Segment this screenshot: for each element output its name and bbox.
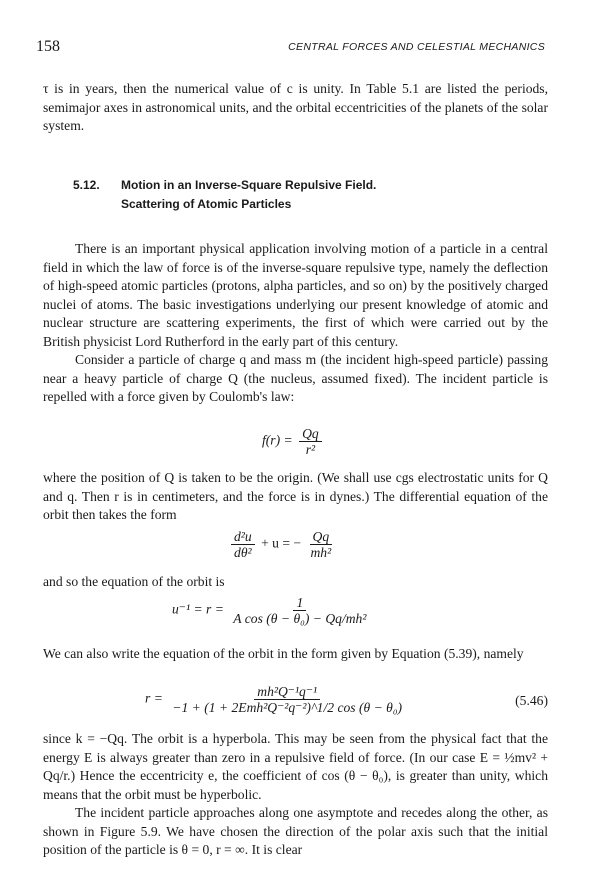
equation-3-fraction — [230, 595, 369, 626]
equation-4-denominator: −1 + (1 + 2Emh²Q⁻²q⁻²)^1/2 cos (θ − θ₀) — [172, 700, 403, 715]
paragraph-1: There is an important physical application involving motion of a particle in a central field in which the law of force is of the inverse-square repulsive type, namely the deflection of high-speed atomic particles (protons, alpha particles, and so on) by the positively charged nuclei of atoms. The basic investigations underlying our present knowledge of atomic and nuclear structure are scattering experiments, the first of which were carried out by the British physicist Lord Rutherford in the early part of this century. — [43, 241, 548, 349]
text-block-body — [43, 240, 548, 407]
paragraph-top: τ is in years, then the numerical value of c is unity. In Table 5.1 are listed the periods, semimajor axes in astronomical units, and the orbital eccentricities of the planets of the solar system. — [43, 81, 548, 133]
equation-2-left-fraction — [231, 529, 255, 560]
equation-hyperbola — [145, 684, 408, 715]
text-block-orbit-intro — [43, 573, 548, 592]
equation-orbit — [172, 595, 372, 626]
text-block-conclusion — [43, 730, 548, 860]
running-title: CENTRAL FORCES AND CELESTIAL MECHANICS — [288, 41, 545, 53]
equation-3-denominator: A cos (θ − θ₀) − Qq/mh² — [233, 611, 367, 626]
equation-number: (5.46) — [515, 693, 548, 708]
equation-2-right-denominator: mh² — [310, 545, 332, 560]
equation-3-lhs: u⁻¹ = r = — [172, 601, 224, 617]
paragraph-4: and so the equation of the orbit is — [43, 574, 225, 589]
equation-4-fraction — [169, 684, 405, 715]
section-title-line2: Scattering of Atomic Particles — [121, 197, 292, 211]
text-block-equation-ref — [43, 645, 548, 664]
paragraph-7: The incident particle approaches along one asymptote and recedes along the other, as shown in Figure 5.9. We have chosen the direction of the polar axis such that the initial position of the particle is θ = 0, r = ∞. It is clear — [43, 805, 548, 857]
paragraph-6: since k = −Qq. The orbit is a hyperbola. This may be seen from the physical fact that the energy E is always greater than zero in a repulsive field of force. (In our case E = ½mv² + Qq/r.) Hence the eccentricity e, the coefficient of cos (θ − θ₀), is greater than unity, which means that the orbit must be hyperbolic. — [43, 731, 548, 802]
equation-2-right-fraction — [307, 529, 334, 560]
equation-4-numerator: mh²Q⁻¹q⁻¹ — [254, 684, 320, 700]
equation-1-fraction — [299, 426, 322, 457]
equation-2-left-numerator: d²u — [231, 529, 255, 545]
page-number: 158 — [36, 38, 60, 55]
equation-1-numerator: Qq — [299, 426, 322, 442]
equation-2-middle: + u = − — [261, 535, 302, 551]
equation-2-right-numerator: Qq — [310, 529, 333, 545]
equation-4-lhs: r = — [145, 690, 163, 706]
section-number: 5.12. — [73, 178, 100, 192]
equation-1-denominator: r² — [305, 442, 316, 457]
equation-2-left-denominator: dθ² — [234, 545, 252, 560]
section-heading — [73, 176, 376, 214]
page-header — [36, 38, 545, 58]
paragraph-5: We can also write the equation of the orbit in the form given by Equation (5.39), namely — [43, 646, 524, 661]
equation-coulomb — [262, 426, 325, 457]
text-block-origin — [43, 469, 548, 525]
equation-orbit-differential — [228, 529, 337, 560]
section-title-line1: Motion in an Inverse-Square Repulsive Field. — [121, 178, 377, 192]
text-block-intro — [43, 80, 548, 136]
equation-1-lhs: f(r) = — [262, 432, 293, 448]
paragraph-3: where the position of Q is taken to be the origin. (We shall use cgs electrostatic units for Q and q. Then r is in centimeters, and the force is in dynes.) The differential equation of the orbit then takes the form — [43, 470, 548, 522]
paragraph-2: Consider a particle of charge q and mass m (the incident high-speed particle) passing near a heavy particle of charge Q (the nucleus, assumed fixed). The incident particle is repelled with a force given by Coulomb's law: — [43, 352, 548, 404]
equation-3-numerator: 1 — [293, 595, 306, 611]
